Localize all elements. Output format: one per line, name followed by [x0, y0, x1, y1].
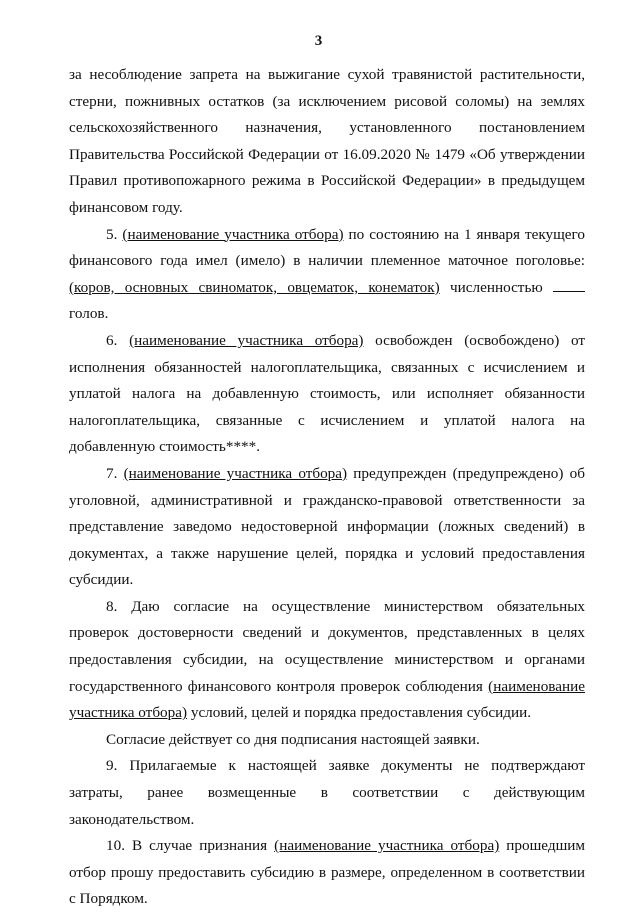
participant-name-placeholder: (наименование участника отбора)	[129, 331, 364, 349]
participant-name-placeholder: (наименование участника отбора)	[123, 464, 348, 482]
paragraph-9-text: 9. Прилагаемые к настоящей заявке документы не подтверждают затраты, ранее возмещенные в соответствии с действующим законодательством.	[69, 757, 585, 828]
paragraph-5-text-c: голов.	[69, 305, 109, 323]
document-body	[69, 62, 585, 913]
participant-name-placeholder: (наименование участника отбора)	[69, 677, 585, 722]
paragraph-10-text-a: 10. В случае признания	[106, 837, 268, 855]
paragraph-10	[69, 833, 585, 913]
paragraph-6-text: освобожден (освобождено) от исполнения обязанностей налогоплательщика, связанных с исчислением и уплатой налога на добавленную стоимость, или исполняет обязанности налогоплательщика, связанные с исчислением и уплатой налога на добавленную стоимость****.	[69, 331, 586, 456]
paragraph-5	[69, 222, 585, 328]
paragraph-10-text-b: прошедшим отбор прошу предоставить субсидию в размере, определенном в соответствии с Порядком.	[69, 837, 586, 908]
paragraph-5-number: 5.	[106, 225, 118, 243]
participant-name-placeholder: (наименование участника отбора)	[122, 225, 344, 243]
participant-name-placeholder: (наименование участника отбора)	[274, 837, 500, 855]
paragraph-0-text: за несоблюдение запрета на выжигание сухой травянистой растительности, стерни, пожнивных остатков (за исключением рисовой соломы) на землях сельскохозяйственного назначения, установленного постановлением Правительства Российской Федерации от 16.09.2020 № 1479 «Об утверждении Правил противопожарного режима в Российской Федерации» в предыдущем финансовом году.	[69, 66, 585, 216]
livestock-type-placeholder: (коров, основных свиноматок, овцематок, конематок)	[69, 278, 440, 296]
paragraph-7-number: 7.	[106, 464, 118, 482]
paragraph-5-text-a: по состоянию на 1 января текущего финансового года имел (имело) в наличии племенное маточное поголовье:	[69, 225, 585, 270]
paragraph-6-number: 6.	[106, 331, 118, 349]
paragraph-consent	[69, 727, 585, 754]
paragraph-8-text-b: условий, целей и порядка предоставления субсидии.	[190, 704, 532, 722]
paragraph-6	[69, 328, 585, 461]
paragraph-7-text: предупрежден (предупреждено) об уголовной, административной и гражданско-правовой ответственности за представление заведомо недостоверной информации (ложных сведений) в документах, а также нарушение целей, порядка и условий предоставления субсидии.	[69, 464, 585, 589]
paragraph-0	[69, 62, 585, 222]
paragraph-7	[69, 461, 585, 594]
head-count-blank	[553, 279, 585, 292]
paragraph-8	[69, 594, 585, 727]
page-number: 3	[314, 33, 323, 49]
consent-text: Согласие действует со дня подписания настоящей заявки.	[106, 730, 480, 748]
paragraph-8-text-a: 8. Даю согласие на осуществление министерством обязательных проверок достоверности сведений и документов, представленных в целях предоставления субсидии, на осуществление министерством и органами государственного финансового контроля проверок соблюдения	[69, 597, 585, 695]
paragraph-5-text-b: численностью	[450, 278, 543, 296]
paragraph-9	[69, 753, 585, 833]
